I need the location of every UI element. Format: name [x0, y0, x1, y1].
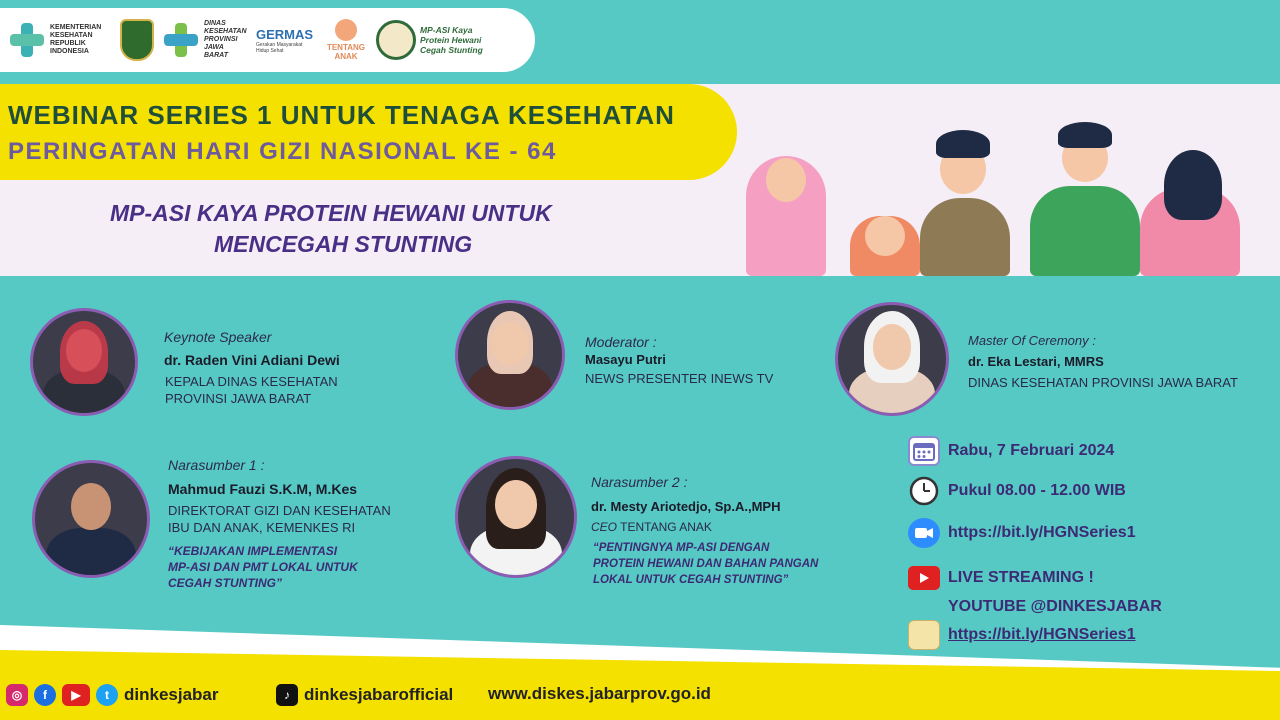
moderator-position: NEWS PRESENTER INEWS TV	[585, 371, 774, 386]
website-url[interactable]: www.diskes.jabarprov.go.id	[488, 684, 711, 703]
folder-icon	[908, 620, 940, 650]
mc-photo	[835, 302, 949, 416]
mpasi-circle-icon	[376, 20, 416, 60]
social-handle: dinkesjabar	[124, 685, 219, 704]
youtube-channel-text: YOUTUBE @DINKESJABAR	[948, 598, 1162, 615]
event-date-text: Rabu, 7 Februari 2024	[948, 442, 1115, 459]
live-streaming-text: LIVE STREAMING !	[948, 569, 1094, 586]
youtube-icon	[908, 566, 940, 590]
moderator-photo	[455, 300, 565, 410]
tiktok-handle: dinkesjabarofficial	[304, 685, 454, 704]
zoom-link-row	[908, 518, 1136, 548]
kemenkes-logo-text: KEMENTERIAN KESEHATAN REPUBLIK INDONESIA	[50, 24, 102, 55]
mpasi-logo	[376, 20, 504, 60]
clock-icon	[908, 476, 940, 506]
zoom-link[interactable]: https://bit.ly/HGNSeries1	[948, 524, 1136, 541]
kemenkes-cross-icon	[8, 21, 46, 59]
narasumber2-role: Narasumber 2 :	[591, 474, 688, 490]
event-time-text: Pukul 08.00 - 12.00 WIB	[948, 482, 1126, 499]
dinkes-logo-text: DINAS KESEHATAN PROVINSI JAWA BARAT	[204, 20, 247, 59]
twitter-icon[interactable]: t	[96, 684, 118, 706]
tentang-anak-logo-text: TENTANG ANAK	[326, 43, 366, 61]
mc-role: Master Of Ceremony :	[968, 333, 1096, 348]
germas-logo	[256, 27, 316, 54]
keynote-position: KEPALA DINAS KESEHATAN PROVINSI JAWA BARAT	[165, 374, 338, 406]
tiktok-handle-row	[276, 684, 453, 706]
narasumber1-position: DIREKTORAT GIZI DAN KESEHATAN IBU DAN ANAK, KEMENKES RI	[168, 503, 391, 535]
keynote-role: Keynote Speaker	[164, 329, 272, 345]
family-cooking-illustration	[740, 120, 1280, 276]
narasumber2-name: dr. Mesty Ariotedjo, Sp.A.,MPH	[591, 499, 781, 514]
folder-link[interactable]: https://bit.ly/HGNSeries1	[948, 626, 1136, 643]
keynote-name: dr. Raden Vini Adiani Dewi	[164, 352, 340, 368]
topic-title	[110, 198, 690, 260]
event-time	[908, 476, 1126, 506]
narasumber1-photo	[32, 460, 150, 578]
instagram-icon[interactable]: ◎	[6, 684, 28, 706]
calendar-icon	[908, 436, 940, 466]
live-stream-row	[908, 566, 1094, 590]
youtube-small-icon[interactable]: ▶	[62, 684, 90, 706]
narasumber2-topic: “PENTINGNYA MP-ASI DENGAN PROTEIN HEWANI DAN BAHAN PANGAN LOKAL UNTUK CEGAH STUNTING”	[593, 542, 819, 586]
narasumber1-topic: “KEBIJAKAN IMPLEMENTASI MP-ASI DAN PMT LOKAL UNTUK CEGAH STUNTING”	[168, 544, 358, 590]
mc-position: DINAS KESEHATAN PROVINSI JAWA BARAT	[968, 375, 1238, 390]
dinkes-logo	[162, 20, 248, 60]
jawa-barat-seal-icon	[120, 19, 154, 61]
germas-logo-text: GERMAS	[256, 26, 314, 42]
tentang-anak-icon	[335, 19, 357, 41]
zoom-icon	[908, 518, 940, 548]
hijab-icon	[60, 321, 109, 384]
social-media-handles	[6, 684, 219, 706]
topic-title-line2: MENCEGAH STUNTING	[214, 231, 473, 257]
mpasi-logo-text: MP-ASI Kaya Protein Hewani Cegah Stunting	[420, 25, 483, 55]
narasumber2-photo	[455, 456, 577, 578]
mc-name: dr. Eka Lestari, MMRS	[968, 354, 1104, 369]
moderator-name: Masayu Putri	[585, 352, 666, 367]
narasumber1-role: Narasumber 1 :	[168, 457, 265, 473]
narasumber1-name: Mahmud Fauzi S.K.M, M.Kes	[168, 481, 358, 497]
tiktok-icon[interactable]: ♪	[276, 684, 298, 706]
keynote-speaker-photo	[30, 308, 138, 416]
dinkes-cross-icon	[162, 21, 200, 59]
narasumber2-position: CEO TENTANG ANAK	[591, 520, 712, 534]
event-date	[908, 436, 1114, 466]
partner-logos-bar	[0, 8, 535, 72]
event-subtitle: PERINGATAN HARI GIZI NASIONAL KE - 64	[8, 138, 557, 165]
topic-title-line1: MP-ASI KAYA PROTEIN HEWANI UNTUK	[110, 200, 552, 226]
tentang-anak-logo	[324, 19, 368, 61]
germas-logo-subtitle: Gerakan Masyarakat Hidup Sehat	[256, 41, 303, 54]
folder-link-row	[908, 620, 1136, 650]
kemenkes-logo	[8, 21, 112, 59]
moderator-role: Moderator :	[585, 334, 657, 350]
webinar-title: WEBINAR SERIES 1 UNTUK TENAGA KESEHATAN	[8, 100, 675, 130]
facebook-icon[interactable]: f	[34, 684, 56, 706]
